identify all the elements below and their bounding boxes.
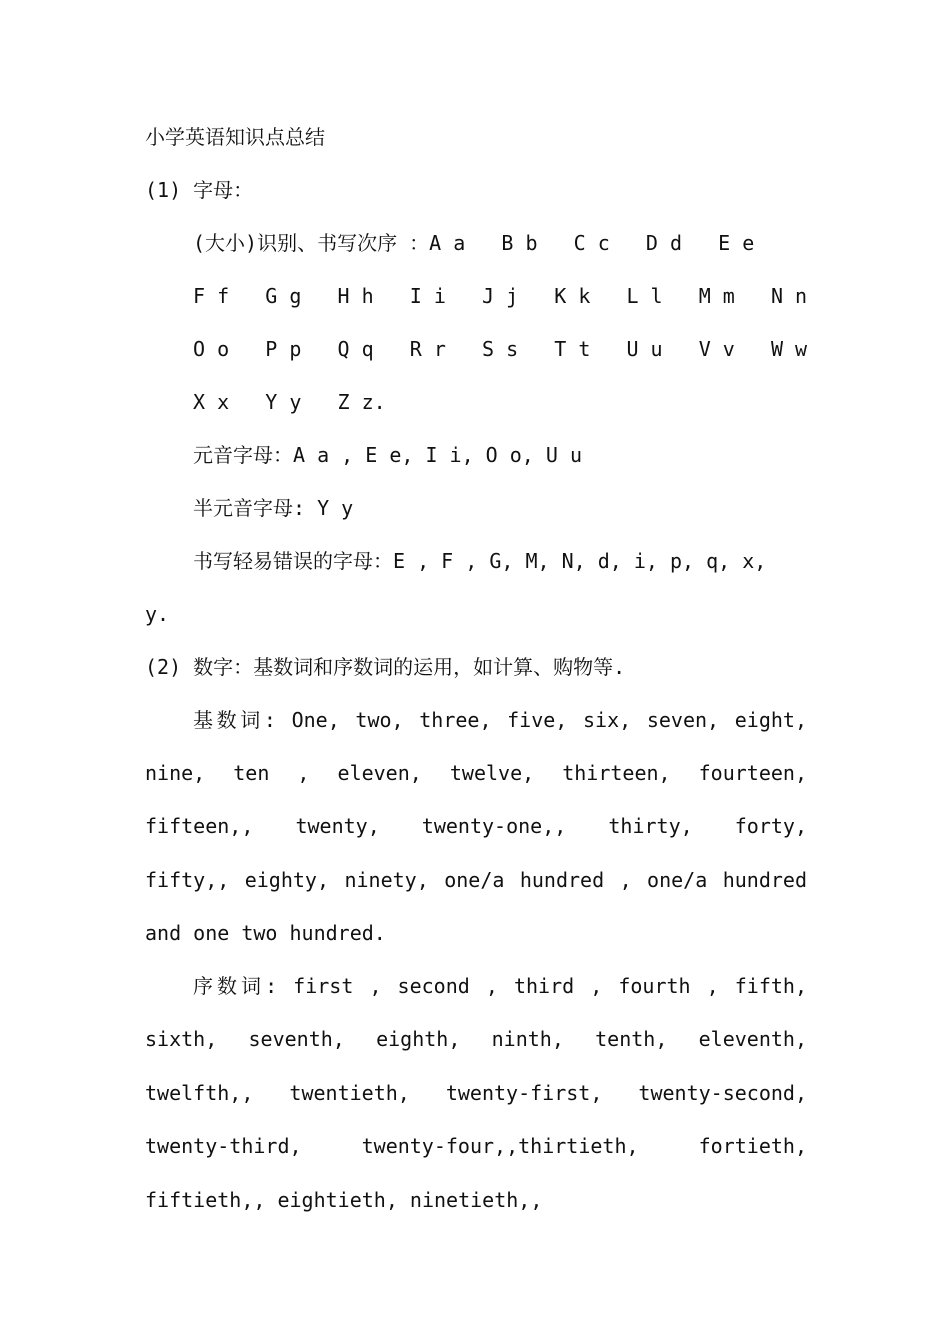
ordinal-line-2: sixth, seventh, eighth, ninth, tenth, eleventh, [145,1027,807,1051]
ordinal-line-5: fiftieth,, eightieth, ninetieth,, [145,1188,543,1212]
cardinal-line-3: fifteen,, twenty, twenty-one,, thirty, forty, [145,814,807,838]
section-1-heading: (1) 字母： [145,178,254,202]
error-prone-letters-cont: y. [145,602,170,626]
vowel-letters: 元音字母：A a , E e, I i, O o, U u [193,443,582,467]
alphabet-line-4: X x Y y Z z. [193,390,386,414]
ordinal-line-3: twelfth,, twentieth, twenty-first, twenty-second, [145,1081,807,1105]
cardinal-line-5: and one two hundred. [145,921,386,945]
alphabet-line-3: O o P p Q q R r S s T t U u V v W w [193,337,807,361]
semi-vowel-letters: 半元音字母: Y y [193,496,354,520]
alphabet-line-1: (大小)识别、书写次序 ：A a B b C c D d E e [193,231,755,255]
cardinal-line-2: nine, ten , eleven, twelve, thirteen, fourteen, [145,761,807,785]
alphabet-line-2: F f G g H h I i J j K k L l M m N n [193,284,807,308]
section-2-heading: (2) 数字：基数词和序数词的运用，如计算、购物等. [145,655,626,679]
ordinal-line-4: twenty-third, twenty-four,,thirtieth, fortieth, [145,1134,807,1158]
error-prone-letters: 书写轻易错误的字母：E , F , G, M, N, d, i, p, q, x, [193,549,767,573]
ordinal-line-1: 序数词: first , second , third , fourth , fifth, [193,974,807,998]
cardinal-line-1: 基数词: One, two, three, five, six, seven, eight, [193,708,807,732]
document-title: 小学英语知识点总结 [145,125,325,149]
cardinal-line-4: fifty,, eighty, ninety, one/a hundred , one/a hundred [145,868,807,892]
